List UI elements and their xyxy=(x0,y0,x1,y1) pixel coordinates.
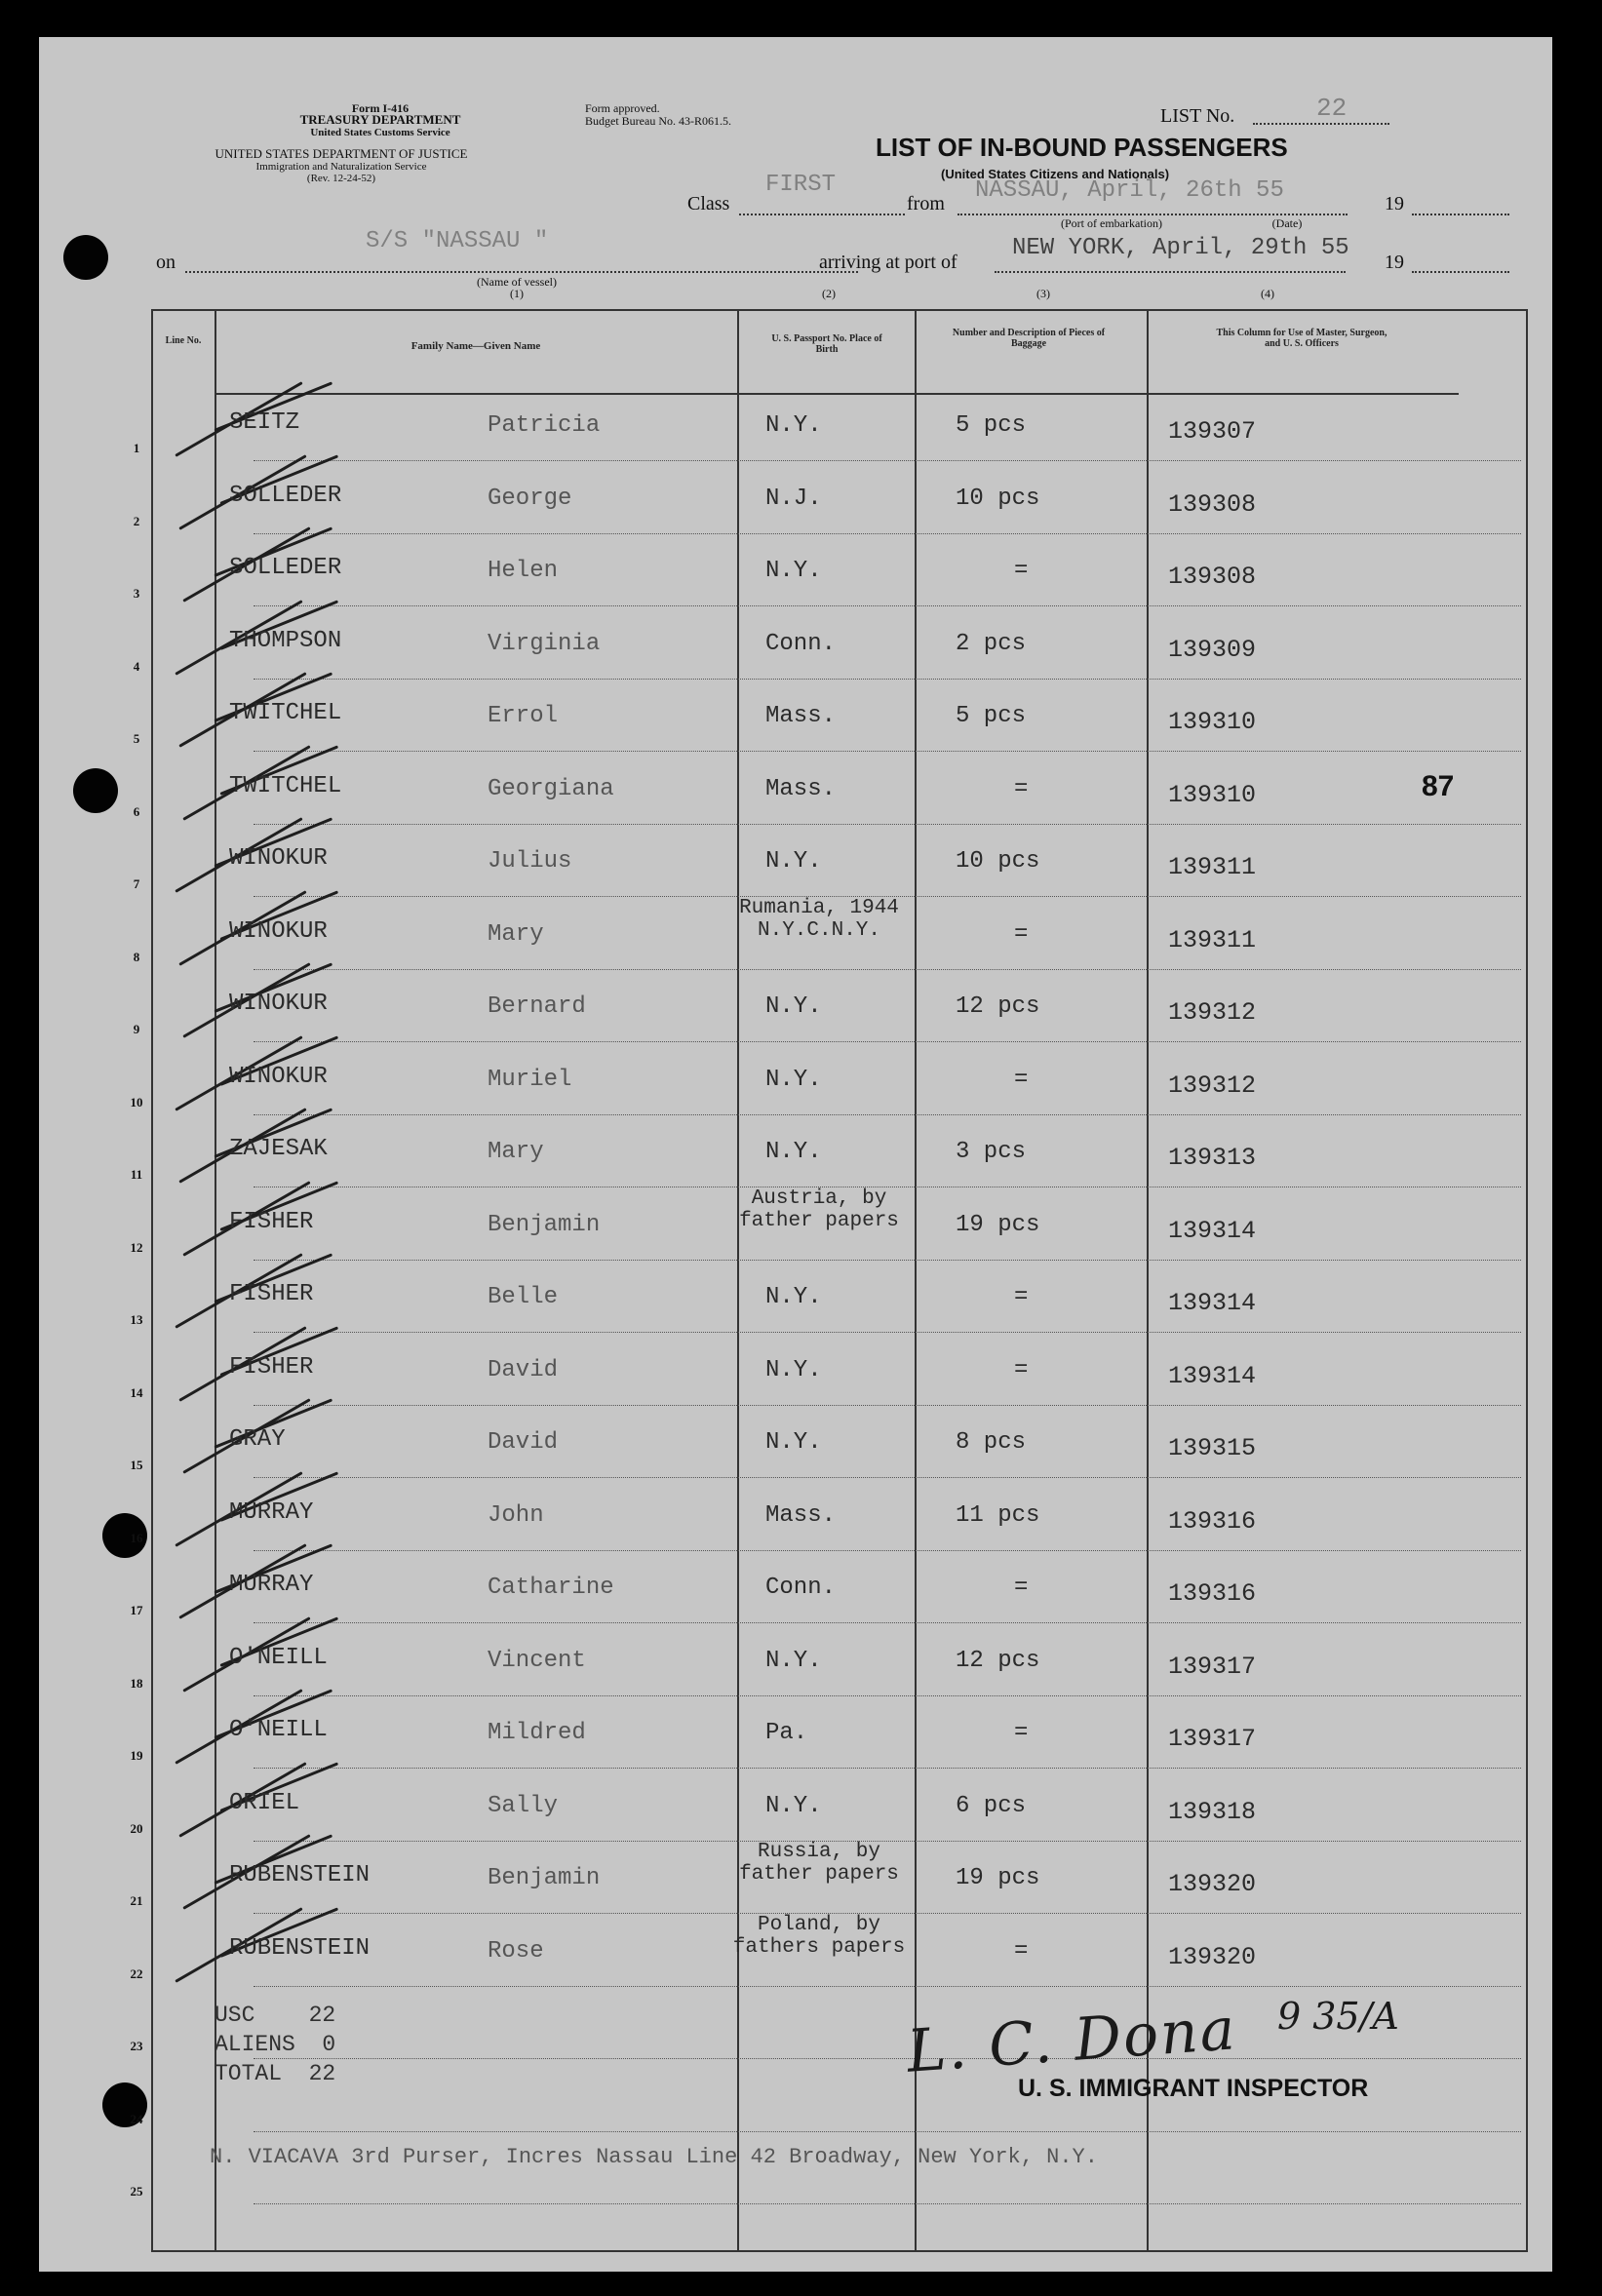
justice-dept: UNITED STATES DEPARTMENT OF JUSTICE xyxy=(215,146,468,161)
family-name: RUBENSTEIN xyxy=(229,1934,371,1962)
family-name: SEITZ xyxy=(229,409,300,436)
line-number: 12 xyxy=(130,1239,143,1255)
given-name: Georgiana xyxy=(488,775,614,802)
punch-hole xyxy=(63,235,108,280)
ticket-number: 139314 xyxy=(1168,1361,1257,1390)
header-rule xyxy=(1147,393,1459,395)
purser-line: N. VIACAVA 3rd Purser, Incres Nassau Line 42 Broadway, New York, N.Y. xyxy=(210,2145,1098,2169)
line-number: 7 xyxy=(133,876,140,891)
place-of-birth: N.Y. xyxy=(765,1066,822,1093)
line-number: 22 xyxy=(130,1965,143,1981)
budget-bureau: Budget Bureau No. 43-R061.5. xyxy=(585,114,731,128)
row-guideline xyxy=(254,751,1521,752)
place-of-birth: N.Y. xyxy=(765,1356,822,1383)
totals-total: TOTAL 22 xyxy=(215,2061,336,2086)
col2-number: (2) xyxy=(822,287,836,300)
col3-number: (3) xyxy=(1036,287,1050,300)
baggage: 12 pcs xyxy=(956,1647,1040,1674)
place-of-birth: N.Y. xyxy=(765,1792,822,1819)
place-of-birth: Rumania, 1944 N.Y.C.N.Y. xyxy=(739,896,899,942)
year-line-1 xyxy=(1412,214,1509,215)
given-name: David xyxy=(488,1429,559,1456)
row-guideline xyxy=(254,2203,1521,2204)
line-number: 17 xyxy=(130,1603,143,1617)
ticket-number: 139309 xyxy=(1168,635,1257,664)
from-label: from xyxy=(907,193,945,214)
line-number: 20 xyxy=(130,1820,143,1836)
header-rule xyxy=(915,393,1147,395)
place-of-birth: N.Y. xyxy=(765,1429,822,1456)
vessel-line xyxy=(185,271,858,273)
family-name: ORIEL xyxy=(229,1789,300,1816)
header-rule xyxy=(215,393,737,395)
col-header-passport: U. S. Passport No. Place of Birth xyxy=(771,333,882,355)
ticket-number: 139316 xyxy=(1168,1506,1257,1536)
ticket-number: 139307 xyxy=(1168,417,1257,446)
ticket-number: 139311 xyxy=(1168,925,1257,954)
family-name: FISHER xyxy=(229,1208,314,1235)
line-number: 11 xyxy=(130,1167,143,1182)
arriving-label: arriving at port of xyxy=(819,252,957,273)
ticket-number: 139308 xyxy=(1168,563,1257,591)
baggage: = xyxy=(1014,1575,1029,1601)
given-name: Helen xyxy=(488,558,559,584)
place-of-birth: Mass. xyxy=(765,703,837,729)
row-guideline xyxy=(254,1332,1521,1333)
baggage: 10 pcs xyxy=(956,485,1040,512)
date-caption: (Date) xyxy=(1271,216,1303,230)
side-number: 87 xyxy=(1422,770,1455,802)
treasury-dept: TREASURY DEPARTMENT xyxy=(299,112,461,127)
given-name: Patricia xyxy=(488,412,601,439)
family-name: THOMPSON xyxy=(229,627,342,654)
baggage: 12 pcs xyxy=(956,993,1040,1020)
table-right-border xyxy=(1526,309,1528,2252)
arrival-value: NEW YORK, April, 29th 55 xyxy=(1012,235,1349,261)
baggage: 5 pcs xyxy=(956,412,1027,439)
from-value: NASSAU, April, 26th 55 xyxy=(975,177,1284,204)
given-name: Rose xyxy=(488,1937,544,1965)
place-of-birth: N.Y. xyxy=(765,1647,822,1674)
row-guideline xyxy=(254,1041,1521,1042)
vessel-value: S/S "NASSAU " xyxy=(366,228,549,254)
family-name: TWITCHEL xyxy=(229,772,342,799)
given-name: Errol xyxy=(488,703,559,729)
place-of-birth: Mass. xyxy=(765,775,837,802)
line-number: 18 xyxy=(130,1675,143,1691)
inspector-signature: L. C. Dona xyxy=(904,1995,1239,2086)
baggage: 19 pcs xyxy=(956,1211,1040,1238)
ticket-number: 139317 xyxy=(1168,1652,1257,1681)
customs-service: United States Customs Service xyxy=(310,127,450,138)
col-header-officer: This Column for Use of Master, Surgeon, and U. S. Officers xyxy=(1216,328,1387,349)
place-of-birth: N.J. xyxy=(765,485,822,512)
given-name: Bernard xyxy=(488,993,586,1020)
ticket-number: 139311 xyxy=(1168,853,1257,881)
row-guideline xyxy=(254,2131,1521,2132)
arrival-line xyxy=(995,271,1346,273)
row-guideline xyxy=(254,2058,1521,2059)
baggage: 19 pcs xyxy=(956,1865,1040,1891)
baggage: 8 pcs xyxy=(956,1429,1027,1456)
ticket-number: 139312 xyxy=(1168,998,1257,1027)
ticket-number: 139320 xyxy=(1168,1870,1257,1898)
row-guideline xyxy=(254,1260,1521,1261)
family-name: WINOKUR xyxy=(229,845,328,872)
place-of-birth: N.Y. xyxy=(765,412,822,439)
manifest-title: LIST OF IN-BOUND PASSENGERS xyxy=(876,133,1288,162)
line-number: 23 xyxy=(130,2039,143,2053)
given-name: Benjamin xyxy=(488,1865,601,1891)
given-name: David xyxy=(488,1356,559,1383)
ticket-number: 139313 xyxy=(1168,1144,1257,1172)
line-number: 14 xyxy=(130,1384,143,1400)
family-name: O'NEILL xyxy=(229,1644,328,1671)
line-number: 1 xyxy=(133,441,140,455)
place-of-birth: N.Y. xyxy=(765,993,822,1020)
header-rule xyxy=(737,393,915,395)
baggage: 5 pcs xyxy=(956,703,1027,729)
baggage: 3 pcs xyxy=(956,1139,1027,1165)
line-number: 10 xyxy=(130,1094,143,1109)
ticket-number: 139315 xyxy=(1168,1434,1257,1462)
port-embark-caption: (Port of embarkation) xyxy=(1061,216,1162,230)
place-of-birth: N.Y. xyxy=(765,848,822,875)
line-number: 2 xyxy=(133,513,140,528)
family-name: FISHER xyxy=(229,1353,314,1381)
row-guideline xyxy=(254,679,1521,680)
line-number: 16 xyxy=(130,1530,143,1545)
class-label: Class xyxy=(687,193,730,214)
row-guideline xyxy=(254,1114,1521,1115)
line-number: 24 xyxy=(130,2111,143,2126)
place-of-birth: Austria, by father papers xyxy=(739,1187,899,1232)
baggage: 2 pcs xyxy=(956,630,1027,657)
baggage: 10 pcs xyxy=(956,848,1040,875)
baggage: = xyxy=(1014,1066,1029,1093)
baggage: = xyxy=(1014,558,1029,584)
baggage: = xyxy=(1014,1284,1029,1310)
from-line xyxy=(957,214,1348,215)
place-of-birth: Conn. xyxy=(765,1575,837,1601)
family-name: SOLLEDER xyxy=(229,555,342,581)
class-line xyxy=(739,214,905,215)
place-of-birth: N.Y. xyxy=(765,1284,822,1310)
row-guideline xyxy=(254,969,1521,970)
given-name: Virginia xyxy=(488,630,601,657)
line-number: 9 xyxy=(133,1022,140,1036)
totals-usc: USC 22 xyxy=(215,2003,336,2028)
family-name: MURRAY xyxy=(229,1498,314,1526)
baggage: 6 pcs xyxy=(956,1792,1027,1819)
ticket-number: 139308 xyxy=(1168,489,1257,519)
family-name: WINOKUR xyxy=(229,917,328,945)
line-number: 13 xyxy=(130,1312,143,1327)
on-label: on xyxy=(156,252,176,273)
row-guideline xyxy=(254,533,1521,534)
row-guideline xyxy=(254,824,1521,825)
row-guideline xyxy=(254,605,1521,606)
given-name: Catharine xyxy=(488,1575,614,1601)
given-name: Mary xyxy=(488,1139,544,1165)
row-guideline xyxy=(254,1986,1521,1987)
family-name: GRAY xyxy=(229,1426,286,1453)
col4-number: (4) xyxy=(1261,287,1274,300)
given-name: Mildred xyxy=(488,1720,586,1746)
year-line-2 xyxy=(1412,271,1509,273)
row-guideline xyxy=(254,1622,1521,1623)
passport-col-divider xyxy=(915,309,917,2252)
baggage: = xyxy=(1014,1720,1029,1746)
line-number: 5 xyxy=(133,731,140,746)
given-name: John xyxy=(488,1501,544,1529)
given-name: Mary xyxy=(488,920,544,948)
family-name: WINOKUR xyxy=(229,1063,328,1090)
list-no-line xyxy=(1253,123,1389,125)
family-name: RUBENSTEIN xyxy=(229,1862,371,1888)
baggage: = xyxy=(1014,1356,1029,1383)
ticket-number: 139312 xyxy=(1168,1070,1257,1100)
ticket-number: 139316 xyxy=(1168,1579,1257,1608)
manifest-subtitle: (United States Citizens and Nationals) xyxy=(941,167,1170,181)
place-of-birth: N.Y. xyxy=(765,558,822,584)
given-name: Benjamin xyxy=(488,1211,601,1238)
baggage-col-divider xyxy=(1147,309,1149,2252)
given-name: Sally xyxy=(488,1792,559,1819)
baggage: = xyxy=(1014,1937,1029,1965)
line-number: 15 xyxy=(130,1458,143,1472)
col1-number: (1) xyxy=(510,287,524,300)
line-number: 4 xyxy=(133,658,140,674)
ticket-number: 139318 xyxy=(1168,1797,1257,1826)
ticket-number: 139320 xyxy=(1168,1942,1257,1971)
name-col-divider xyxy=(737,309,739,2252)
line-number: 8 xyxy=(133,949,140,964)
manifest-page xyxy=(39,37,1552,2272)
ticket-number: 139310 xyxy=(1168,708,1257,736)
ticket-number: 139317 xyxy=(1168,1725,1257,1753)
row-guideline xyxy=(254,1477,1521,1478)
line-col-divider xyxy=(215,309,216,2252)
baggage: = xyxy=(1014,775,1029,802)
given-name: Julius xyxy=(488,848,572,875)
class-value: FIRST xyxy=(765,172,837,198)
place-of-birth: Conn. xyxy=(765,630,837,657)
place-of-birth: Russia, by father papers xyxy=(739,1841,899,1886)
form-approved: Form approved. xyxy=(585,101,660,115)
col-header-name: Family Name—Given Name xyxy=(410,340,541,352)
row-guideline xyxy=(254,1550,1521,1551)
arrival-time-note: 9 35/A xyxy=(1277,1995,1399,2038)
baggage: = xyxy=(1014,920,1029,948)
totals-aliens: ALIENS 0 xyxy=(215,2032,336,2057)
row-guideline xyxy=(254,460,1521,461)
col-header-baggage: Number and Description of Pieces of Baggage xyxy=(952,328,1106,349)
vessel-caption: (Name of vessel) xyxy=(477,275,557,289)
list-no-label: LIST No. xyxy=(1160,105,1235,127)
family-name: TWITCHEL xyxy=(229,700,342,726)
line-number: 6 xyxy=(133,803,140,819)
col-header-line: Line No. xyxy=(165,335,202,346)
table-top-rule xyxy=(151,309,1528,311)
row-guideline xyxy=(254,1695,1521,1696)
line-number: 21 xyxy=(130,1893,143,1908)
ticket-number: 139314 xyxy=(1168,1216,1257,1245)
year-label-1: 19 xyxy=(1385,193,1404,214)
table-bottom-rule xyxy=(151,2250,1528,2252)
given-name: Muriel xyxy=(488,1066,572,1093)
row-guideline xyxy=(254,1405,1521,1406)
family-name: SOLLEDER xyxy=(229,482,342,509)
ins-service: Immigration and Naturalization Service xyxy=(255,161,427,173)
revision: (Rev. 12-24-52) xyxy=(306,173,376,184)
ticket-number: 139310 xyxy=(1168,780,1257,809)
place-of-birth: Mass. xyxy=(765,1501,837,1529)
inspector-title: U. S. IMMIGRANT INSPECTOR xyxy=(1018,2075,1369,2102)
place-of-birth: Poland, by fathers papers xyxy=(732,1913,906,1959)
given-name: Belle xyxy=(488,1284,559,1310)
line-number: 3 xyxy=(133,586,140,601)
family-name: FISHER xyxy=(229,1281,314,1307)
list-no-value: 22 xyxy=(1316,94,1348,123)
family-name: WINOKUR xyxy=(229,991,328,1017)
form-number: Form I-416 xyxy=(351,101,410,115)
family-name: MURRAY xyxy=(229,1572,314,1598)
given-name: George xyxy=(488,485,572,512)
line-number: 19 xyxy=(130,1748,143,1763)
line-number: 25 xyxy=(130,2184,143,2199)
place-of-birth: N.Y. xyxy=(765,1139,822,1165)
year-label-2: 19 xyxy=(1385,252,1404,273)
given-name: Vincent xyxy=(488,1647,586,1674)
row-guideline xyxy=(254,1768,1521,1769)
family-name: ZAJESAK xyxy=(229,1136,328,1162)
baggage: 11 pcs xyxy=(956,1501,1040,1529)
ticket-number: 139314 xyxy=(1168,1289,1257,1317)
family-name: O'NEILL xyxy=(229,1717,328,1743)
place-of-birth: Pa. xyxy=(765,1720,808,1746)
